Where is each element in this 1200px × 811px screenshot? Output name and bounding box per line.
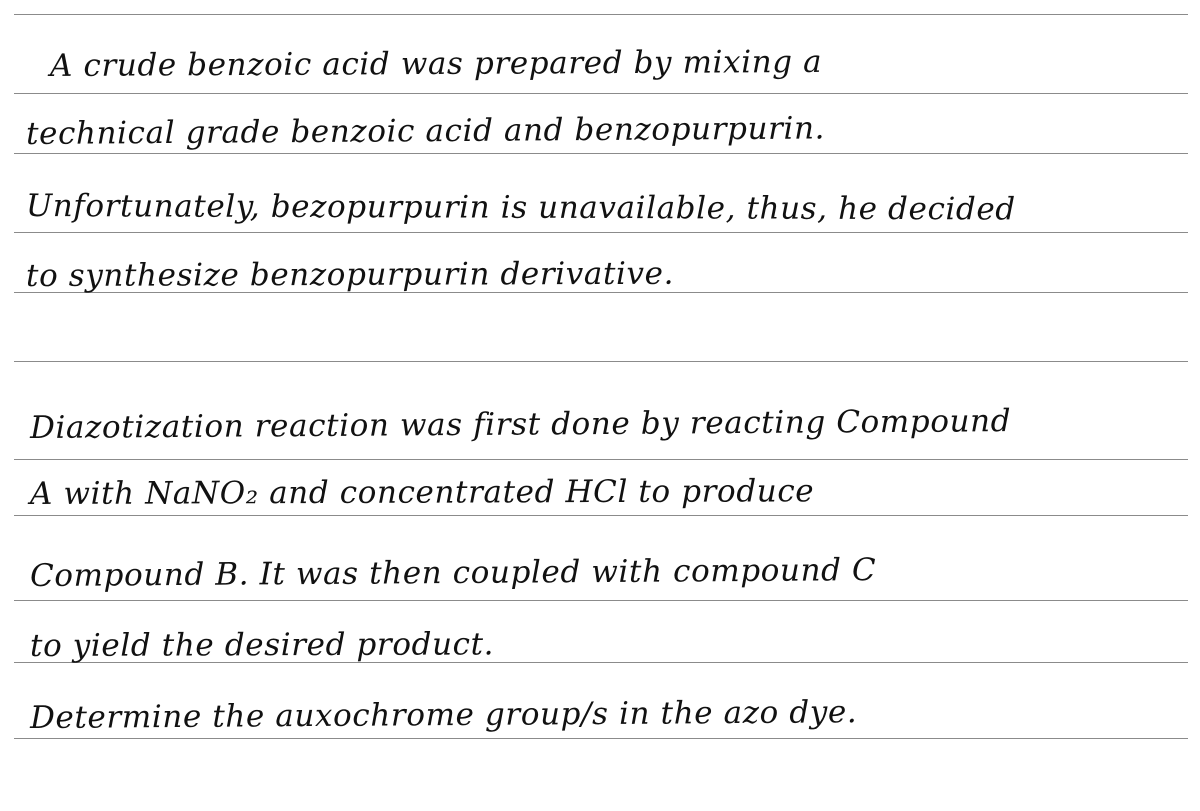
text-line: Determine the auxochrome group/s in the azo dye. (29, 694, 858, 736)
text-line: Compound B. It was then coupled with compound C (29, 552, 877, 594)
ruled-line (14, 361, 1188, 362)
text-line: to synthesize benzopurpurin derivative. (25, 255, 675, 294)
text-line: A with NaNO₂ and concentrated HCl to produce (29, 473, 815, 512)
ruled-line (14, 14, 1188, 15)
text-line: Diazotization reaction was first done by reacting Compound (29, 403, 1012, 446)
text-line: technical grade benzoic acid and benzopurpurin. (25, 110, 826, 152)
text-line: A crude benzoic acid was prepared by mixing a (49, 43, 823, 84)
text-line: to yield the desired product. (29, 626, 495, 664)
ruled-line (14, 459, 1188, 460)
text-line: Unfortunately, bezopurpurin is unavailable, thus, he decided (25, 188, 1016, 228)
